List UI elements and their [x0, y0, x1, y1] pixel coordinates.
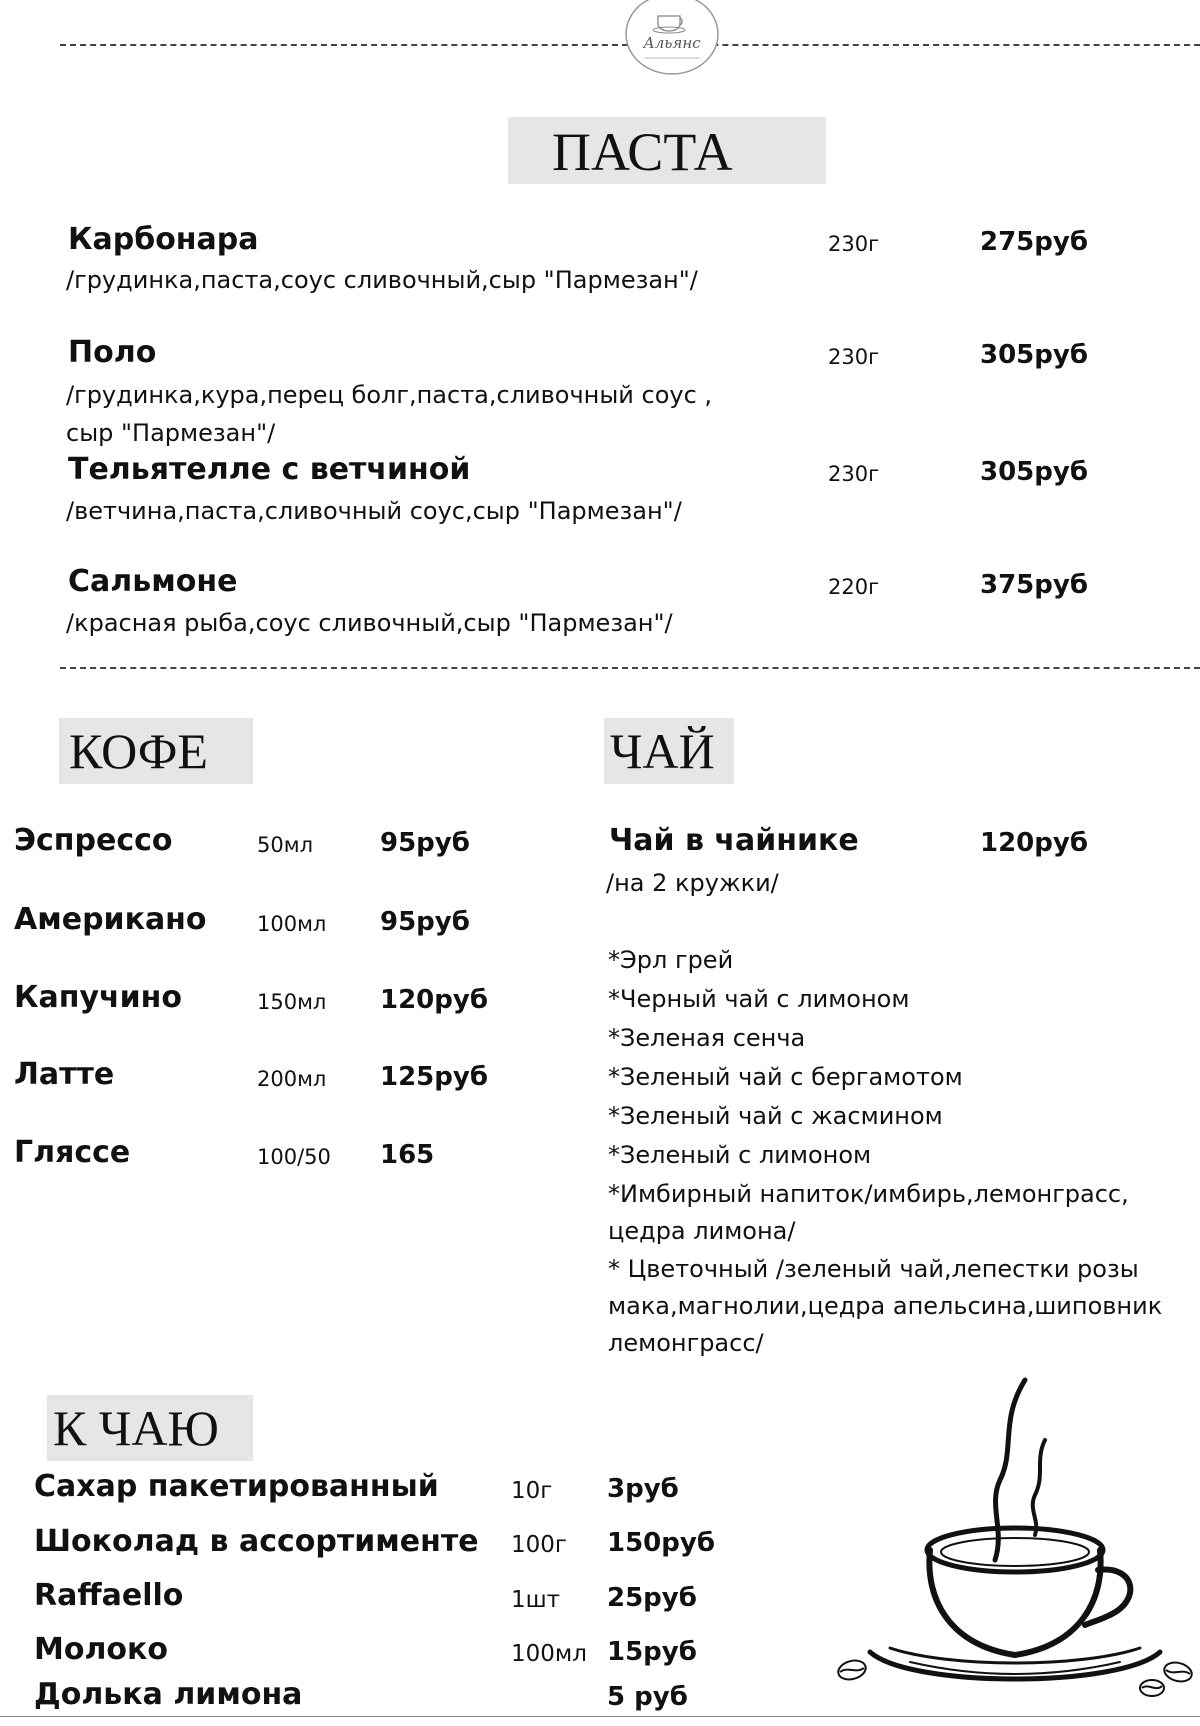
extra-price: 3руб [607, 1474, 679, 1504]
tea-pot-name: Чай в чайнике [609, 823, 859, 858]
tea-variety: цедра лимона/ [608, 1217, 796, 1245]
tea-pot-note: /на 2 кружки/ [606, 869, 779, 897]
drink-name: Эспрессо [14, 823, 173, 858]
dish-description: /красная рыба,соус сливочный,сыр "Пармезан"/ [66, 609, 673, 637]
bottom-divider [0, 1716, 1200, 1717]
extra-name: Сахар пакетированный [34, 1469, 439, 1504]
drink-name: Гляссе [14, 1135, 131, 1170]
tea-variety: *Зеленый чай с бергамотом [608, 1063, 963, 1091]
drink-volume: 100мл [257, 912, 327, 936]
dish-description: сыр "Пармезан"/ [66, 419, 276, 447]
drink-name: Капучино [14, 980, 183, 1015]
drink-volume: 100/50 [257, 1145, 331, 1169]
drink-volume: 50мл [257, 833, 313, 857]
extra-qty: 1шт [511, 1587, 561, 1613]
tea-pot-price: 120руб [980, 828, 1088, 858]
dish-name: Карбонара [68, 222, 259, 257]
coffee-heading [59, 718, 253, 784]
dish-price: 275руб [980, 227, 1088, 257]
dish-description: /ветчина,паста,сливочный соус,сыр "Пармезан"/ [66, 497, 682, 525]
dish-description: /грудинка,кура,перец болг,паста,сливочный соус , [66, 381, 713, 409]
tea-variety: *Черный чай с лимоном [608, 985, 910, 1013]
dish-name: Сальмоне [68, 564, 238, 599]
tea-variety: *Зеленый чай с жасмином [608, 1102, 943, 1130]
logo [620, 0, 724, 78]
tea-variety: * Цветочный /зеленый чай,лепестки розы [608, 1255, 1139, 1283]
tea-variety: *Зеленый с лимоном [608, 1141, 872, 1169]
drink-volume: 200мл [257, 1067, 327, 1091]
extras-title: К ЧАЮ [53, 1400, 219, 1456]
dish-price: 305руб [980, 457, 1088, 487]
extra-qty: 100г [511, 1532, 567, 1558]
extra-name: Долька лимона [34, 1677, 303, 1712]
coffee-cup-illustration [830, 1370, 1200, 1700]
extra-price: 5 руб [607, 1682, 688, 1712]
drink-price: 125руб [380, 1062, 488, 1092]
extra-price: 150руб [607, 1528, 715, 1558]
extra-name: Raffaello [34, 1578, 184, 1613]
extra-price: 25руб [607, 1583, 697, 1613]
extra-price: 15руб [607, 1637, 697, 1667]
tea-variety: мака,магнолии,цедра апельсина,шиповник [608, 1292, 1163, 1320]
extra-qty: 10г [511, 1478, 553, 1504]
extra-qty: 100мл [511, 1641, 587, 1667]
dish-price: 375руб [980, 570, 1088, 600]
tea-heading [604, 718, 734, 784]
drink-price: 120руб [380, 985, 488, 1015]
extras-heading [47, 1395, 253, 1461]
tea-variety: лемонграсс/ [608, 1329, 764, 1357]
drink-price: 95руб [380, 907, 470, 937]
pasta-title: ПАСТА [552, 122, 733, 182]
dish-weight: 230г [828, 232, 880, 256]
section-divider [60, 667, 1200, 669]
dish-weight: 230г [828, 462, 880, 486]
logo-text: Альянс [643, 34, 701, 52]
dish-weight: 230г [828, 345, 880, 369]
extra-name: Шоколад в ассортименте [34, 1524, 479, 1559]
tea-title: ЧАЙ [610, 723, 715, 779]
drink-volume: 150мл [257, 990, 327, 1014]
drink-name: Латте [14, 1057, 115, 1092]
tea-variety: *Имбирный напиток/имбирь,лемонграсс, [608, 1180, 1129, 1208]
extra-name: Молоко [34, 1632, 169, 1667]
tea-variety: *Зеленая сенча [608, 1024, 806, 1052]
dish-description: /грудинка,паста,соус сливочный,сыр "Пармезан"/ [66, 266, 698, 294]
drink-price: 165 [380, 1140, 435, 1170]
drink-price: 95руб [380, 828, 470, 858]
dish-name: Тельятелле с ветчиной [68, 452, 471, 487]
dish-name: Поло [68, 335, 157, 370]
dish-weight: 220г [828, 575, 880, 599]
dish-price: 305руб [980, 340, 1088, 370]
tea-variety: *Эрл грей [608, 946, 734, 974]
coffee-title: КОФЕ [69, 723, 208, 779]
coffee-cup-icon [830, 1370, 1200, 1700]
pasta-heading [508, 117, 826, 184]
drink-name: Американо [14, 902, 207, 937]
